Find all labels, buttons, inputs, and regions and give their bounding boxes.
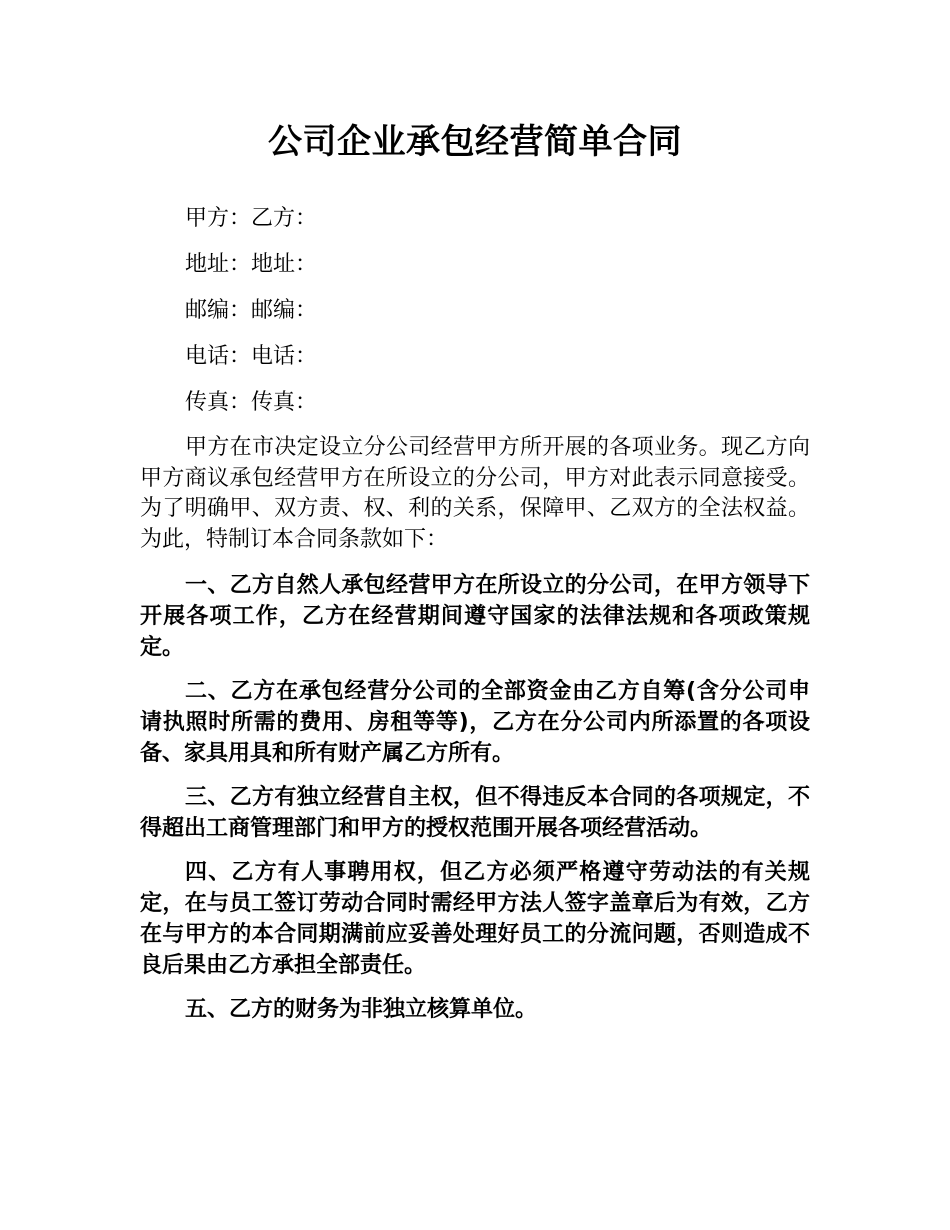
clause-list (140, 570, 810, 1038)
clause-4: 四、乙方有人事聘用权，但乙方必须严格遵守劳动法的有关规定，在与员工签订劳动合同时需经甲方法人签字盖章后为有效，乙方在与甲方的本合同期满前应妥善处理好员工的分流问题，否则造成不良后果由乙方承担全部责任。 (140, 860, 810, 978)
party-phone-line: 电话：电话： (185, 344, 318, 369)
party-address-line: 地址：地址： (185, 252, 318, 277)
party-postcode-line: 邮编：邮编： (185, 298, 318, 323)
clause-1: 一、乙方自然人承包经营甲方在所设立的分公司，在甲方领导下开展各项工作，乙方在经营期间遵守国家的法律法规和各项政策规定。 (140, 573, 810, 660)
party-name-line: 甲方：乙方： (185, 206, 318, 231)
document-title: 公司企业承包经营简单合同 (268, 122, 682, 162)
party-fax-line: 传真：传真： (185, 390, 318, 415)
clause-3: 三、乙方有独立经营自主权，但不得违反本合同的各项规定，不得超出工商管理部门和甲方的授权范围开展各项经营活动。 (140, 785, 810, 841)
clause-5: 五、乙方的财务为非独立核算单位。 (185, 997, 538, 1022)
clause-2: 二、乙方在承包经营分公司的全部资金由乙方自筹(含分公司申请执照时所需的费用、房租等等)，乙方在分公司内所添置的各项设备、家具用具和所有财产属乙方所有。 (140, 679, 810, 766)
intro-paragraph: 甲方在市决定设立分公司经营甲方所开展的各项业务。现乙方向甲方商议承包经营甲方在所设立的分公司，甲方对此表示同意接受。为了明确甲、双方责、权、利的关系，保障甲、乙双方的全法权益。为此，特制订本合同条款如下： (140, 435, 810, 552)
party-info-list (140, 196, 810, 426)
